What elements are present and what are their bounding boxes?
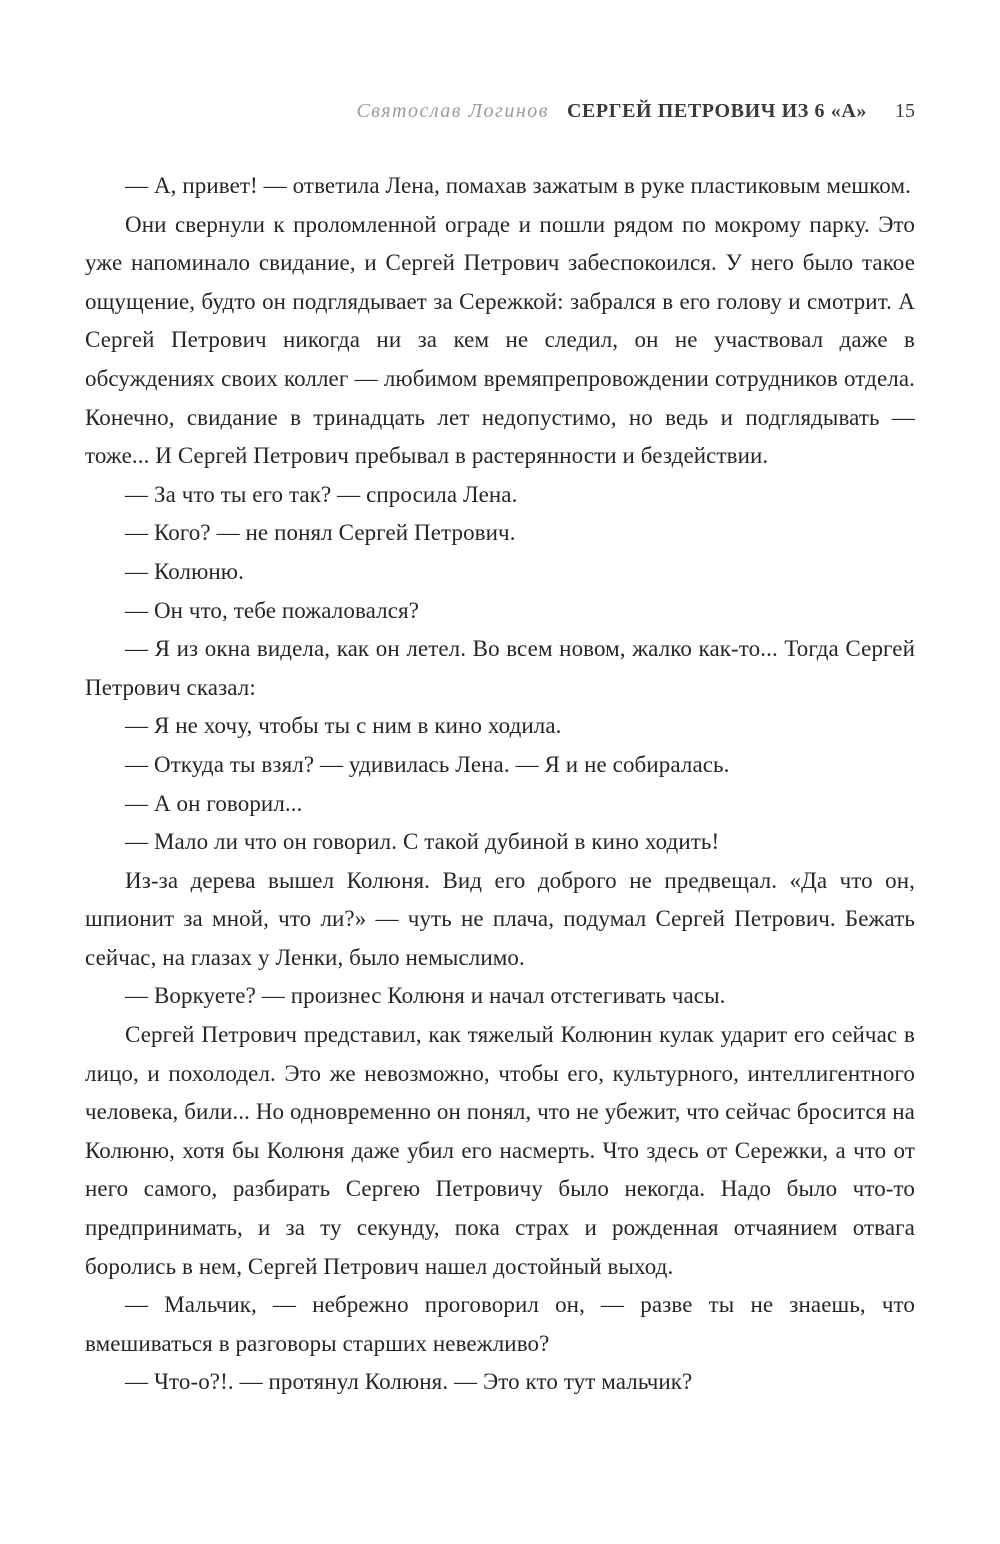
paragraph: — Он что, тебе пожаловался? <box>125 597 420 623</box>
paragraph: Сергей Петрович представил, как тяжелый Колюнин кулак ударит его сейчас в лицо, и похолодел. Это же невозможно, чтобы его, культурного, интеллигентного человека, били... Но одновременно он понял, что не убежит, что сейчас бросится на Колюню, хотя бы Колюня даже убил его насмерть. Что здесь от Сережки, а что от него самого, разбирать Сергею Петровичу было некогда. Надо было что-то предпринимать, и за ту секунду, пока страх и рожденная отчаянием отвага боролись в нем, Сергей Петрович нашел достойный выход. <box>85 1022 915 1279</box>
paragraph: Они свернули к проломленной ограде и пошли рядом по мокрому парку. Это уже напоминало свидание, и Сергей Петрович забеспокоился. У него было такое ощущение, будто он подглядывает за Сережкой: забрался в его голову и смотрит. А Сергей Петрович никогда ни за кем не следил, он не участвовал даже в обсуждениях своих коллег — любимом времяпрепровождении сотрудников отдела. Конечно, свидание в тринадцать лет недопустимо, но ведь и подглядывать — тоже... И Сергей Петрович пребывал в растерянности и бездействии. <box>85 211 915 469</box>
paragraph: — За что ты его так? — спросила Лена. <box>125 481 518 507</box>
author-name: Святослав Логинов <box>356 100 549 122</box>
running-header <box>85 100 915 123</box>
paragraph: — Что-о?!. — протянул Колюня. — Это кто тут мальчик? <box>125 1369 693 1395</box>
paragraph: Из-за дерева вышел Колюня. Вид его доброго не предвещал. «Да что он, шпионит за мной, что ли?» — чуть не плача, подумал Сергей Петрович. Бежать сейчас, на глазах у Ленки, было немыслимо. <box>85 867 915 970</box>
paragraph: — А, привет! — ответила Лена, помахав зажатым в руке пластиковым мешком. <box>125 173 911 198</box>
paragraph: — Колюню. <box>125 558 244 584</box>
paragraph: — Я не хочу, чтобы ты с ним в кино ходила. <box>125 713 562 739</box>
page-number: 15 <box>895 100 915 122</box>
paragraph: — А он говорил... <box>125 790 303 816</box>
paragraph: — Кого? — не понял Сергей Петрович. <box>125 520 516 546</box>
paragraph: — Мальчик, — небрежно проговорил он, — разве ты не знаешь, что вмешиваться в разговоры старших невежливо? <box>85 1292 915 1356</box>
paragraph: — Откуда ты взял? — удивилась Лена. — Я и не собиралась. <box>125 751 730 777</box>
paragraph: — Воркуете? — произнес Колюня и начал отстегивать часы. <box>125 983 726 1009</box>
text-content <box>85 167 915 1402</box>
paragraph: — Мало ли что он говорил. С такой дубиной в кино ходить! <box>125 829 720 855</box>
paragraph: — Я из окна видела, как он летел. Во всем новом, жалко как-то... Тогда Сергей Петрович сказал: <box>85 636 915 700</box>
book-title: СЕРГЕЙ ПЕТРОВИЧ ИЗ 6 «А» <box>566 100 867 122</box>
